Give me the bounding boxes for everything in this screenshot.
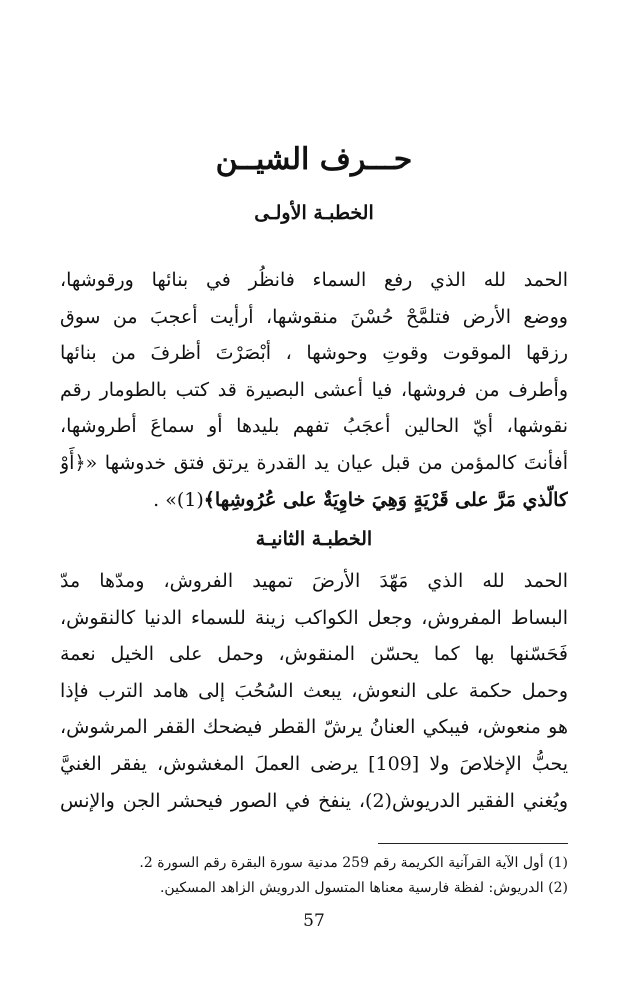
footnotes <box>60 851 568 901</box>
footnote-ref-1: (1)» . <box>153 488 204 511</box>
text-line: يحبُّ الإخلاصَ ولا [109] يرضى العملَ المغشوش، يفقر الغنيَّ <box>60 752 568 775</box>
text-line: وأطرف من فروشها، فيا أعشى البصيرة قد كتب بالطومار رقم <box>60 378 568 401</box>
footnote-2: (2) الدريوش: لفظة فارسية معناها المتسول الدرويش الزاهد المسكين. <box>159 880 568 896</box>
text-line: هو منعوش، فيبكي العنانُ يرشّ القطر فيضحك القفر المرشوش، <box>60 716 568 739</box>
quran-verse-line <box>60 482 568 519</box>
footnote-separator <box>378 843 568 844</box>
text-line: نقوشها، أيّ الحالين أعجَبُ تفهم بليدها أو سماعَ أطروشها، <box>60 415 568 438</box>
quran-verse: كالّذي مَرَّ على قَرْيَةٍ وَهِيَ خاوِيَةٌ على عُرُوشِها﴾ <box>203 488 568 511</box>
section-title-first-sermon: الخطبـة الأولـى <box>254 202 374 224</box>
text-line: ويُغني الفقير الدريوش(2)، ينفخ في الصور فيحشر الجن والإنس <box>60 789 568 812</box>
text-line: فَحَسّنها بها كما يحسّن المنقوش، وحمل على الخيل نعمة <box>60 643 568 666</box>
text-line: أفأنتَ كالمؤمن من قبل عيان يد القدرة يرتق فتق خدوشها «﴿أَوْ <box>60 451 568 474</box>
footnote-1: (1) أول الآية القرآنية الكريمة رقم 259 مدنية سورة البقرة رقم السورة 2. <box>139 855 568 871</box>
text-line: ووضع الأرض فتلمَّحْ حُسْنَ منقوشها، أرأيت أعجبَ من سوق <box>60 305 568 328</box>
text-line: رزقها الموقوت وقوتِ وحوشها ، أبْصَرْتَ أظرفَ من بنائها <box>60 342 568 365</box>
section-title-second-sermon: الخطبـة الثانيـة <box>255 528 373 550</box>
text-line: الحمد لله الذي رفع السماء فانظُر في بنائها ورقوشها، <box>60 269 568 291</box>
text-line: البساط المفروش، وجعل الكواكب زينة للسماء الدنيا كالنقوش، <box>60 606 568 629</box>
text-line: وحمل حكمة على النعوش، يبعث السُحُبَ إلى هامد الترب فإذا <box>60 679 568 702</box>
second-sermon-paragraph <box>60 563 568 819</box>
text-line: الحمد لله الذي مَهّدَ الأرضَ تمهيد الفروش، ومدّها مدّ <box>60 570 568 592</box>
page-number: 57 <box>303 911 325 931</box>
first-sermon-paragraph <box>60 262 568 518</box>
chapter-title: حـــرف الشيــن <box>215 142 413 177</box>
